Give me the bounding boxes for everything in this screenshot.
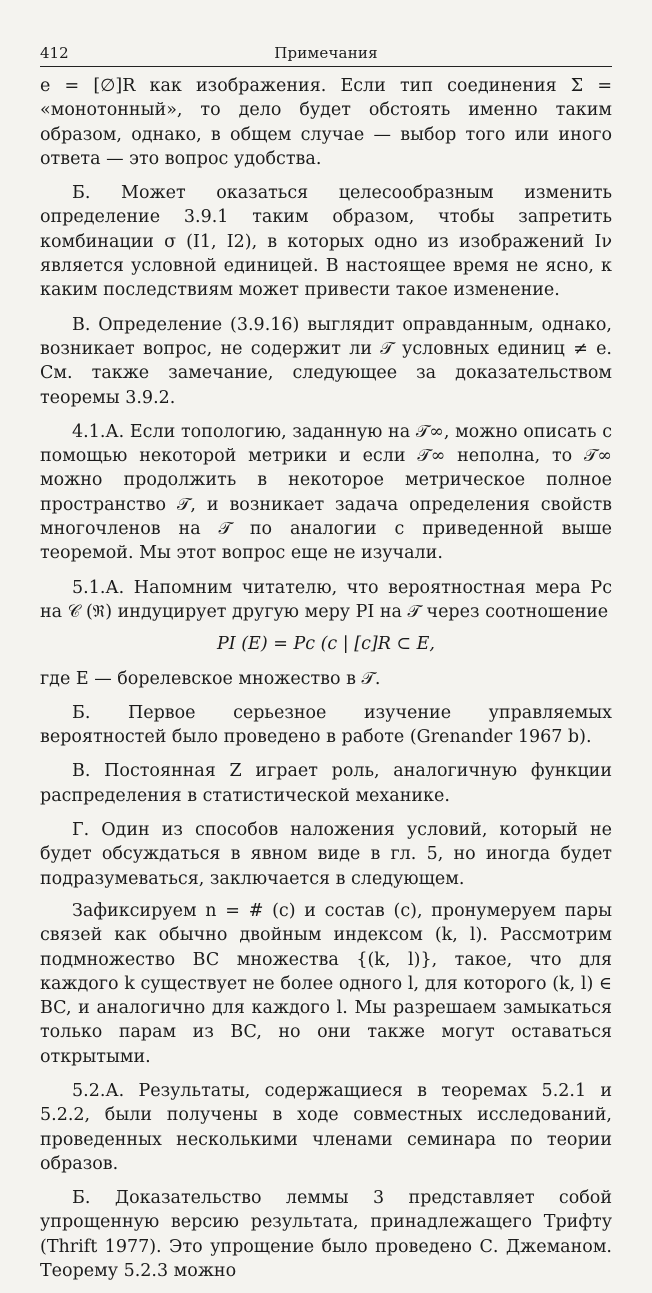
page-header bbox=[40, 44, 612, 64]
paragraph: Зафиксируем n = # (c) и состав (c), пронумеруем пары связей как обычно двойным индексом (k, l). Рассмотрим подмножество BC множества {(k, l)}, такое, что для каждого k существует не более одного l, для которого (k, l) ∈ BC, и аналогично для каждого l. Мы разрешаем замыкаться только парам из BC, но они также могут оставаться открытыми. bbox=[40, 900, 612, 1067]
paragraph: 5.1.А. Напомним читателю, что вероятностная мера Pc на 𝒞 (ℜ) индуцирует другую меру PI на 𝒯 через соотношение bbox=[40, 577, 612, 622]
paragraph: e = [∅]R как изображения. Если тип соединения Σ = «монотонный», то дело будет обстоять именно таким образом, однако, в общем случае — выбор того или иного ответа — это вопрос удобства. bbox=[40, 76, 612, 169]
page-number: 412 bbox=[40, 44, 69, 62]
paragraph: 4.1.А. Если топологию, заданную на 𝒯∞, можно описать с помощью некоторой метрики и если 𝒯∞ неполна, то 𝒯∞ можно продолжить в некоторое метрическое полное пространство 𝒯, и возникает задача определения свойств многочленов на 𝒯 по аналогии с приведенной выше теоремой. Мы этот вопрос еще не изучали. bbox=[40, 421, 612, 564]
paragraph: В. Определение (3.9.16) выглядит оправданным, однако, возникает вопрос, не содержит ли 𝒯 условных единиц ≠ e. См. также замечание, следующее за доказательством теоремы 3.9.2. bbox=[40, 314, 612, 408]
paragraph: 5.2.А. Результаты, содержащиеся в теоремах 5.2.1 и 5.2.2, были получены в ходе совместных исследований, проведенных несколькими членами семинара по теории образов. bbox=[40, 1080, 612, 1174]
header-rule bbox=[40, 66, 612, 67]
paragraph: В. Постоянная Z играет роль, аналогичную функции распределения в статистической механике. bbox=[40, 761, 612, 806]
paragraph: Б. Первое серьезное изучение управляемых вероятностей было проведено в работе (Grenander 1967 b). bbox=[40, 702, 612, 748]
paragraph: Г. Один из способов наложения условий, который не будет обсуждаться в явном виде в гл. 5, но иногда будет подразумеваться, заключается в следующем. bbox=[40, 820, 612, 889]
formula: PI (E) = Pc (c | [c]R ⊂ E, bbox=[216, 634, 435, 655]
paragraph: где E — борелевское множество в 𝒯. bbox=[40, 668, 381, 689]
page-body bbox=[40, 74, 612, 1293]
running-title: Примечания bbox=[274, 44, 378, 62]
paragraph: Б. Доказательство леммы 3 представляет собой упрощенную версию результата, принадлежащего Трифту (Thrift 1977). Это упрощение было проведено С. Джеманом. Теорему 5.2.3 можно bbox=[40, 1188, 612, 1282]
paragraph: Б. Может оказаться целесообразным изменить определение 3.9.1 таким образом, чтобы запретить комбинации σ (I1, I2), в которых одно из изображений Iν является условной единицей. В настоящее время не ясно, к каким последствиям может привести такое изменение. bbox=[40, 183, 612, 301]
